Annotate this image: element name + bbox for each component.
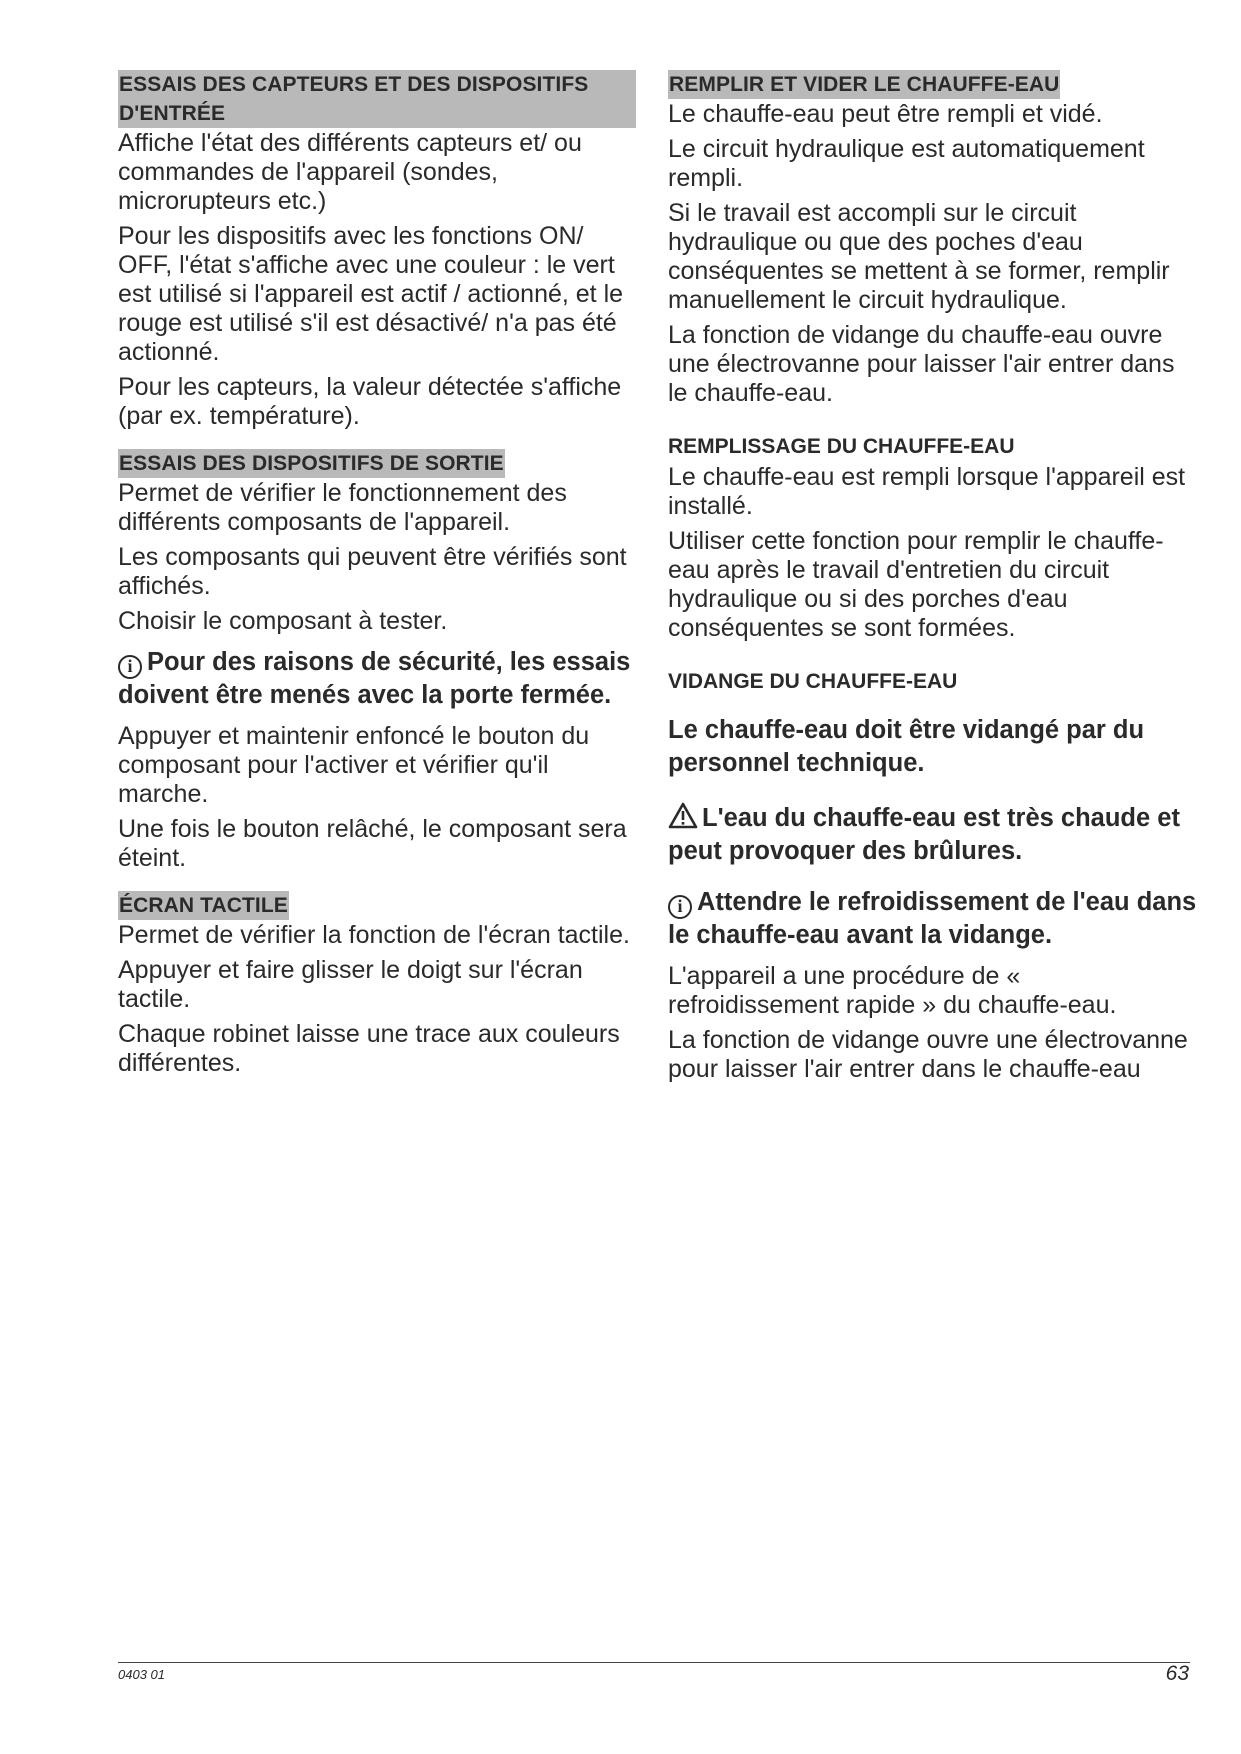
paragraph: Pour les capteurs, la valeur détectée s'affiche (par ex. température). [118,373,622,430]
paragraph: Permet de vérifier le fonctionnement des différents composants de l'appareil. [118,479,567,536]
paragraph: Le chauffe-eau est rempli lorsque l'appareil est installé. [668,463,1186,520]
safety-note-text: Pour des raisons de sécurité, les essais doivent être menés avec la porte fermée. [118,648,631,709]
paragraph: Utiliser cette fonction pour remplir le chauffe-eau après le travail d'entretien du circuit hydraulique ou si des porches d'eau conséquentes se sont formées. [668,527,1164,642]
cooling-note [668,886,1198,952]
paragraph: Appuyer et maintenir enfoncé le bouton du composant pour l'activer et vérifier qu'il marche. [118,722,590,808]
paragraph: Chaque robinet laisse une trace aux couleurs différentes. [118,1020,620,1077]
right-column [668,70,1198,1090]
section-title-touch-screen: ÉCRAN TACTILE [118,891,289,920]
page-number: 63 [1165,1662,1189,1685]
subsection-title-draining: VIDANGE DU CHAUFFE-EAU [668,670,958,693]
paragraph: Les composants qui peuvent être vérifiés sont affichés. [118,543,627,600]
safety-note [118,646,636,712]
burn-warning-text: L'eau du chauffe-eau est très chaude et peut provoquer des brûlures. [668,804,1180,865]
paragraph: Appuyer et faire glisser le doigt sur l'écran tactile. [118,956,583,1013]
paragraph: Le circuit hydraulique est automatiquement rempli. [668,135,1145,192]
paragraph: La fonction de vidange ouvre une électrovanne pour laisser l'air entrer dans le chauffe-eau [668,1026,1188,1083]
subsection-title-filling: REMPLISSAGE DU CHAUFFE-EAU [668,435,1015,458]
paragraph: La fonction de vidange du chauffe-eau ouvre une électrovanne pour laisser l'air entrer dans le chauffe-eau. [668,321,1175,407]
document-code: 0403 01 [118,1667,165,1682]
section-title-output-devices: ESSAIS DES DISPOSITIFS DE SORTIE [118,449,505,478]
info-icon: i [118,655,142,679]
paragraph: Permet de vérifier la fonction de l'écran tactile. [118,921,630,949]
technical-staff-note: Le chauffe-eau doit être vidangé par du personnel technique. [668,716,1145,777]
left-column [118,70,636,1084]
paragraph: Choisir le composant à tester. [118,607,448,635]
paragraph: L'appareil a une procédure de « refroidissement rapide » du chauffe-eau. [668,962,1117,1019]
paragraph: Si le travail est accompli sur le circuit hydraulique ou que des poches d'eau conséquentes se mettent à se former, remplir manuellement le circuit hydraulique. [668,199,1170,314]
section-title-input-sensors: ESSAIS DES CAPTEURS ET DES DISPOSITIFS D'ENTRÉE [118,70,636,128]
paragraph: Pour les dispositifs avec les fonctions ON/ OFF, l'état s'affiche avec une couleur : le vert est utilisé si l'appareil est actif / actionné, et le rouge est utilisé s'il est désactivé/ n'a pas été actionné. [118,222,624,366]
footer-divider [118,1662,1190,1663]
paragraph: Une fois le bouton relâché, le composant sera éteint. [118,815,627,872]
paragraph: Affiche l'état des différents capteurs et/ ou commandes de l'appareil (sondes, microrupteurs etc.) [118,129,582,215]
cooling-note-text: Attendre le refroidissement de l'eau dans le chauffe-eau avant la vidange. [668,888,1197,949]
section-title-fill-drain: REMPLIR ET VIDER LE CHAUFFE-EAU [668,70,1060,99]
warning-triangle-icon [668,802,698,829]
burn-warning [668,802,1198,868]
paragraph: Le chauffe-eau peut être rempli et vidé. [668,100,1103,128]
info-icon: i [668,895,692,919]
